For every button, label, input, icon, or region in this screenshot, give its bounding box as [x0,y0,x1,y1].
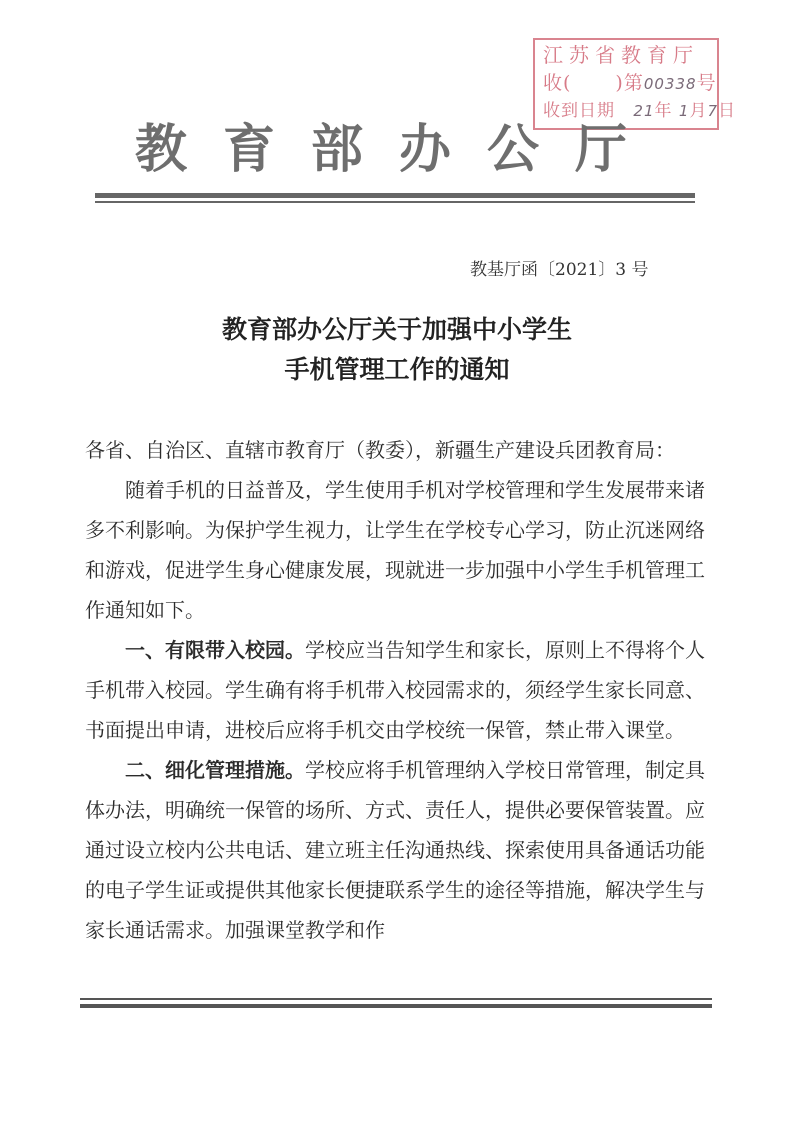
stamp-date-year-hand: 21 [633,102,655,120]
stamp-received-row [543,70,717,96]
section-1 [85,630,705,750]
section-1-heading: 一、有限带入校园。 [125,638,305,662]
section-2-text: 学校应将手机管理纳入学校日常管理，制定具体办法，明确统一保管的场所、方式、责任人，提供必要保管装置。应通过设立校内公共电话、建立班主任沟通热线、探索使用具备通话功能的电子学生证或提供其他家长便捷联系学生的途径等措施，解决学生与家长通话需求。加强课堂教学和作 [85,758,705,942]
section-1-text: 学校应当告知学生和家长，原则上不得将个人手机带入校园。学生确有将手机带入校园需求的，须经学生家长同意、书面提出申请，进校后应将手机交由学校统一保管，禁止带入课堂。 [85,638,705,742]
document-number: 教基厅函〔2021〕3 号 [470,260,649,280]
stamp-agency: 江苏省教育厅 [543,43,699,67]
stamp-date-day-hand: 7 [707,102,718,120]
stamp-date-day-label: 日 [718,101,736,121]
letterhead-rule-thick [95,193,695,198]
intro-paragraph: 随着手机的日益普及，学生使用手机对学校管理和学生发展带来诸多不利影响。为保护学生视力，让学生在学校专心学习，防止沉迷网络和游戏，促进学生身心健康发展，现就进一步加强中小学生手机管理工作通知如下。 [85,478,705,622]
stamp-date-month-hand: 1 [678,102,690,120]
section-2 [85,750,705,950]
stamp-received-prefix: 收( [543,72,572,94]
salutation: 各省、自治区、直辖市教育厅（教委），新疆生产建设兵团教育局： [85,438,675,462]
stamp-received-suffix: 号 [696,72,717,94]
document-body [85,430,705,950]
notice-title-line2: 手机管理工作的通知 [284,355,510,384]
footer-rule-thick [80,1004,712,1008]
stamp-received-mid: )第 [615,72,644,94]
stamp-date-year-label: 年 [654,101,673,121]
section-2-heading: 二、细化管理措施。 [125,758,305,782]
footer-rule-thin [80,998,712,1000]
notice-title-line1: 教育部办公厅关于加强中小学生 [221,315,572,344]
letterhead-org-name: 教育部办公厅 [135,119,664,180]
letterhead-rule-thin [95,201,695,203]
stamp-received-number: 00338 [643,75,697,93]
stamp-date-label: 收到日期 [543,101,615,121]
stamp-date-month-label: 月 [689,101,708,121]
